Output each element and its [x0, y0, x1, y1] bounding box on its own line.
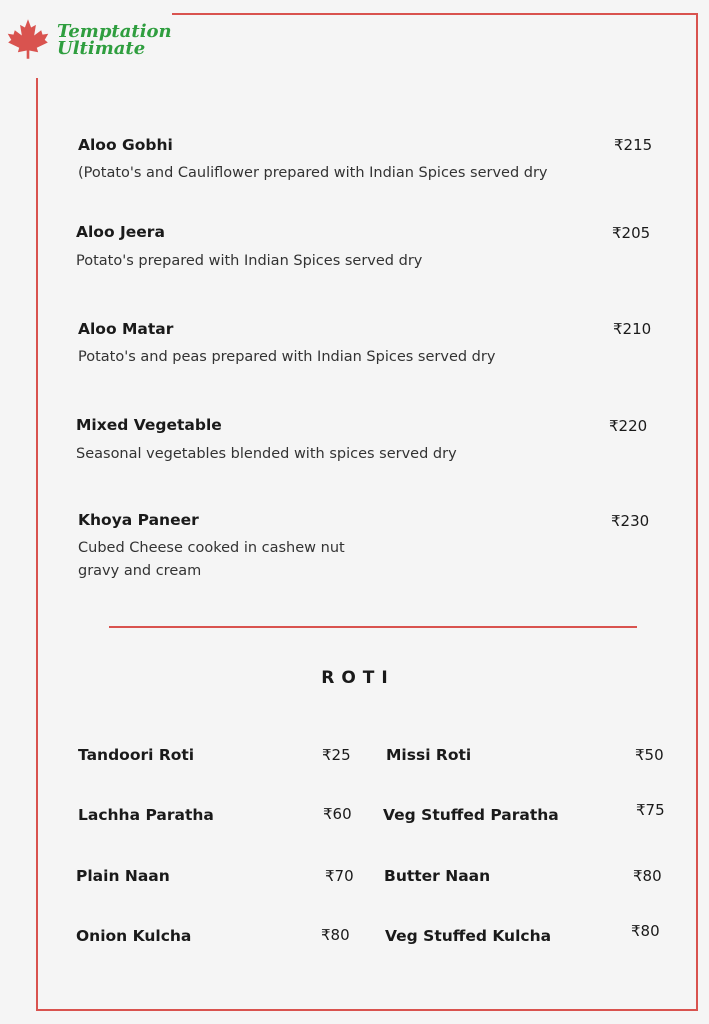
roti-item-price: ₹80 — [631, 922, 660, 940]
roti-item-name: Plain Naan — [76, 867, 170, 885]
roti-item-name: Veg Stuffed Paratha — [383, 806, 559, 824]
dish-price: ₹210 — [613, 320, 652, 338]
roti-item-name: Onion Kulcha — [76, 927, 192, 945]
brand-logo — [5, 17, 195, 65]
roti-item-name: Missi Roti — [386, 746, 472, 764]
dish-description: Cubed Cheese cooked in cashew nut — [78, 540, 345, 556]
dish-price: ₹215 — [614, 136, 653, 154]
dish-name: Aloo Gobhi — [78, 136, 173, 154]
dish-name: Aloo Jeera — [76, 223, 165, 241]
dish-description: Potato's prepared with Indian Spices served dry — [76, 253, 423, 269]
roti-item-price: ₹80 — [633, 867, 662, 885]
dish-name: Aloo Matar — [78, 320, 174, 338]
roti-item-price: ₹80 — [321, 926, 350, 944]
section-title-roti: ROTI — [321, 668, 395, 688]
roti-item-price: ₹75 — [636, 801, 665, 819]
roti-item-price: ₹60 — [323, 805, 352, 823]
dish-price: ₹220 — [609, 417, 648, 435]
frame-border-bottom — [36, 1009, 698, 1011]
roti-item-name: Veg Stuffed Kulcha — [385, 927, 552, 945]
brand-name-line1: Temptation — [57, 21, 172, 42]
dish-price: ₹230 — [611, 512, 650, 530]
maple-leaf-icon — [5, 17, 51, 61]
dish-description: gravy and cream — [78, 563, 202, 579]
roti-item-name: Butter Naan — [384, 867, 491, 885]
dish-description: Potato's and peas prepared with Indian Spices served dry — [78, 349, 496, 365]
roti-item-price: ₹25 — [322, 746, 351, 764]
roti-item-price: ₹70 — [325, 867, 354, 885]
roti-item-price: ₹50 — [635, 746, 664, 764]
dish-name: Mixed Vegetable — [76, 416, 222, 434]
dish-name: Khoya Paneer — [78, 511, 199, 529]
frame-border-left — [36, 78, 38, 1011]
dish-price: ₹205 — [612, 224, 651, 242]
frame-border-top — [172, 13, 698, 15]
frame-border-right — [696, 13, 698, 1011]
roti-item-name: Tandoori Roti — [78, 746, 195, 764]
dish-description: Seasonal vegetables blended with spices served dry — [76, 446, 457, 462]
section-divider — [109, 626, 637, 628]
brand-name-line2: Ultimate — [57, 38, 146, 59]
dish-description: (Potato's and Cauliflower prepared with Indian Spices served dry — [78, 165, 548, 181]
roti-item-name: Lachha Paratha — [78, 806, 214, 824]
